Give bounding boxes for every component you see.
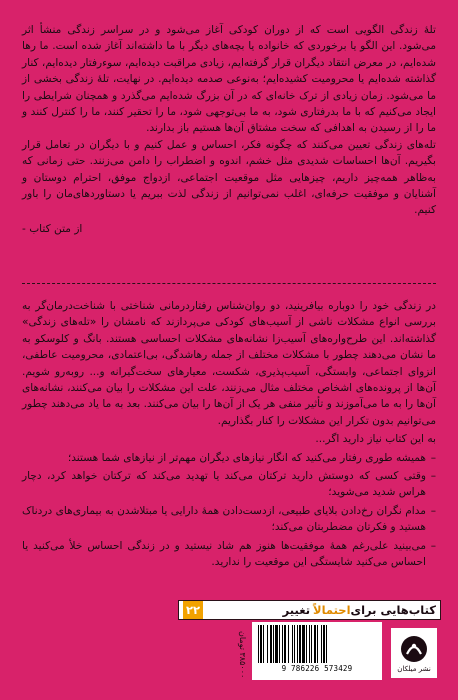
series-accent: احتمالاً bbox=[313, 603, 351, 617]
barcode-stripe bbox=[326, 625, 327, 663]
barcode-stripe bbox=[309, 625, 310, 663]
series-number-badge: ۲۲ bbox=[183, 601, 203, 619]
barcode-stripe bbox=[294, 625, 295, 663]
intro-block bbox=[22, 298, 436, 571]
barcode-stripe bbox=[279, 625, 280, 663]
excerpt-source: - از متن کتاب bbox=[22, 222, 83, 235]
series-prefix: کتاب‌هایی برای bbox=[350, 603, 436, 617]
need-list-item: – مدام نگران رخ‌دادن بلایای طبیعی، ازدست‌دادن همهٔ دارایی یا مبتلاشدن به بیماری‌های دردناک هستید و فکرتان مضطربتان می‌کند؛ bbox=[22, 503, 436, 536]
publisher-emblem-icon bbox=[399, 634, 429, 664]
barcode-bars bbox=[256, 625, 378, 663]
barcode-stripe bbox=[314, 625, 316, 663]
barcode-stripe bbox=[263, 625, 264, 663]
barcode-stripe bbox=[292, 625, 293, 663]
intro-lead: به این کتاب نیاز دارید اگر... bbox=[315, 433, 436, 446]
excerpt-paragraph: تله‌های زندگی تعیین می‌کنند که چگونه فکر، احساس و عمل کنیم و با دیگران در تعامل قرار بگیریم. آن‌ها احساسات شدیدی مثل خشم، اندوه و اضطراب را دامن می‌زنند. حتی زمانی که به‌ظاهر همه‌چیز داریم، چیزهایی مثل موقعیت اجتماعی، ازدواج موفق، احترام دوستان و آشنایان و موفقیت حرفه‌ای، اغلب نمی‌توانیم از زندگی لذت ببریم یا دستاوردهای‌مان را باور کنیم. bbox=[22, 138, 436, 217]
need-list-item: – وقتی کسی که دوستش دارید ترکتان می‌کند یا تهدید می‌کند که ترکتان خواهد کرد، دچار هراس شدید می‌شوید؛ bbox=[22, 468, 436, 501]
need-list-item: – می‌بینید علی‌رغم همهٔ موفقیت‌ها هنوز هم شاد نیستید و در زندگی احساس خلأ می‌کنید یا احساس می‌کنید شایستگی این موقعیت را ندارید. bbox=[22, 538, 436, 571]
series-suffix: تغییر bbox=[282, 603, 311, 617]
excerpt-block bbox=[22, 22, 436, 237]
publisher-logo bbox=[391, 628, 437, 678]
barcode-stripe bbox=[275, 625, 278, 663]
need-list-item: – همیشه طوری رفتار می‌کنید که انگار نیازهای دیگران مهم‌تر از نیازهای شما هستند؛ bbox=[22, 450, 436, 466]
barcode-stripe bbox=[321, 625, 322, 663]
barcode-stripe bbox=[306, 625, 307, 663]
barcode-stripe bbox=[284, 625, 286, 663]
barcode-stripe bbox=[273, 625, 274, 663]
barcode-stripe bbox=[260, 625, 262, 663]
publisher-name: نشر میلکان bbox=[397, 664, 431, 673]
series-banner bbox=[178, 600, 441, 620]
barcode-stripe bbox=[323, 625, 325, 663]
price-label: ۳۸۵۰۰۰ تومان bbox=[238, 630, 247, 678]
barcode-stripe bbox=[302, 625, 305, 663]
excerpt-paragraph: تلهٔ زندگی الگویی است که از دوران کودکی آغاز می‌شود و در سراسر زندگی منشأ اثر می‌شود. این الگو یا برخوردی که خانواده یا بچه‌های دیگر با ما داشته‌اند آغاز شده است. ما رها شده‌ایم، در معرض انتقاد دیگران قرار گرفته‌ایم، زیادی مراقبت دیده‌ایم، سوءرفتار دیده‌ایم، کنار گذاشته شده‌ایم یا محرومیت کشیده‌ایم؛ به‌نوعی صدمه دیده‌ایم. در نهایت، تلهٔ زندگی بخشی از ما می‌شود. زمان زیادی از ترک خانه‌ای که در آن بزرگ شده‌ایم می‌گذرد و همچنان شرایطی را ایجاد می‌کنیم که با ما بدرفتاری شود، به ما بی‌توجهی شود، ما را تحقیر کنند، ما را کنترل کنند و ما را از رسیدن به اهدافی که سخت مشتاق آن‌ها هستیم باز بدارند. bbox=[21, 24, 436, 135]
barcode-stripe bbox=[267, 625, 268, 663]
need-list bbox=[22, 450, 436, 571]
barcode-stripe bbox=[270, 625, 272, 663]
section-divider bbox=[22, 283, 436, 284]
barcode-stripe bbox=[299, 625, 301, 663]
barcode-stripe bbox=[297, 625, 298, 663]
intro-paragraph: در زندگی خود را دوباره بیافرینید، دو روان‌شناس رفتاردرمانی شناختی با شناخت‌درمان‌گر به بررسی انواع مشکلات ناشی از آسیب‌های کودکی می‌پردازند که نامشان را «تله‌های زندگی» گذاشته‌اند. این طرح‌واره‌های آسیب‌زا نشانه‌های مشکلات احساسی هستند. بانگ و کلوسکو به ما نشان می‌دهند چطور با مشکلات مختلف از جمله رهاشدگی، بی‌اعتمادی، محرومیت عاطفی، انزوای اجتماعی، وابستگی، آسیب‌پذیری، شکست، معیارهای سخت‌گیرانه و... روبه‌رو شویم. آن‌ها از پرونده‌های اشخاص مختلف مثال می‌زنند، علت این مشکلات را بیان می‌کنند، نشانه‌های آن‌ها را به ما می‌آموزند و تأثیر منفی هر یک از آن‌ها را بیان می‌کنند. بعد به ما یاد می‌دهند چطور می‌توانیم بدون تکرار این مشکلات را کنار بگذاریم. bbox=[21, 300, 436, 427]
barcode-stripe bbox=[282, 625, 283, 663]
barcode-stripe bbox=[317, 625, 318, 663]
barcode-stripe bbox=[258, 625, 259, 663]
barcode-number: 9 786226 573429 bbox=[281, 664, 353, 673]
barcode-stripe bbox=[288, 625, 289, 663]
barcode-stripe bbox=[311, 625, 312, 663]
barcode bbox=[252, 622, 382, 680]
